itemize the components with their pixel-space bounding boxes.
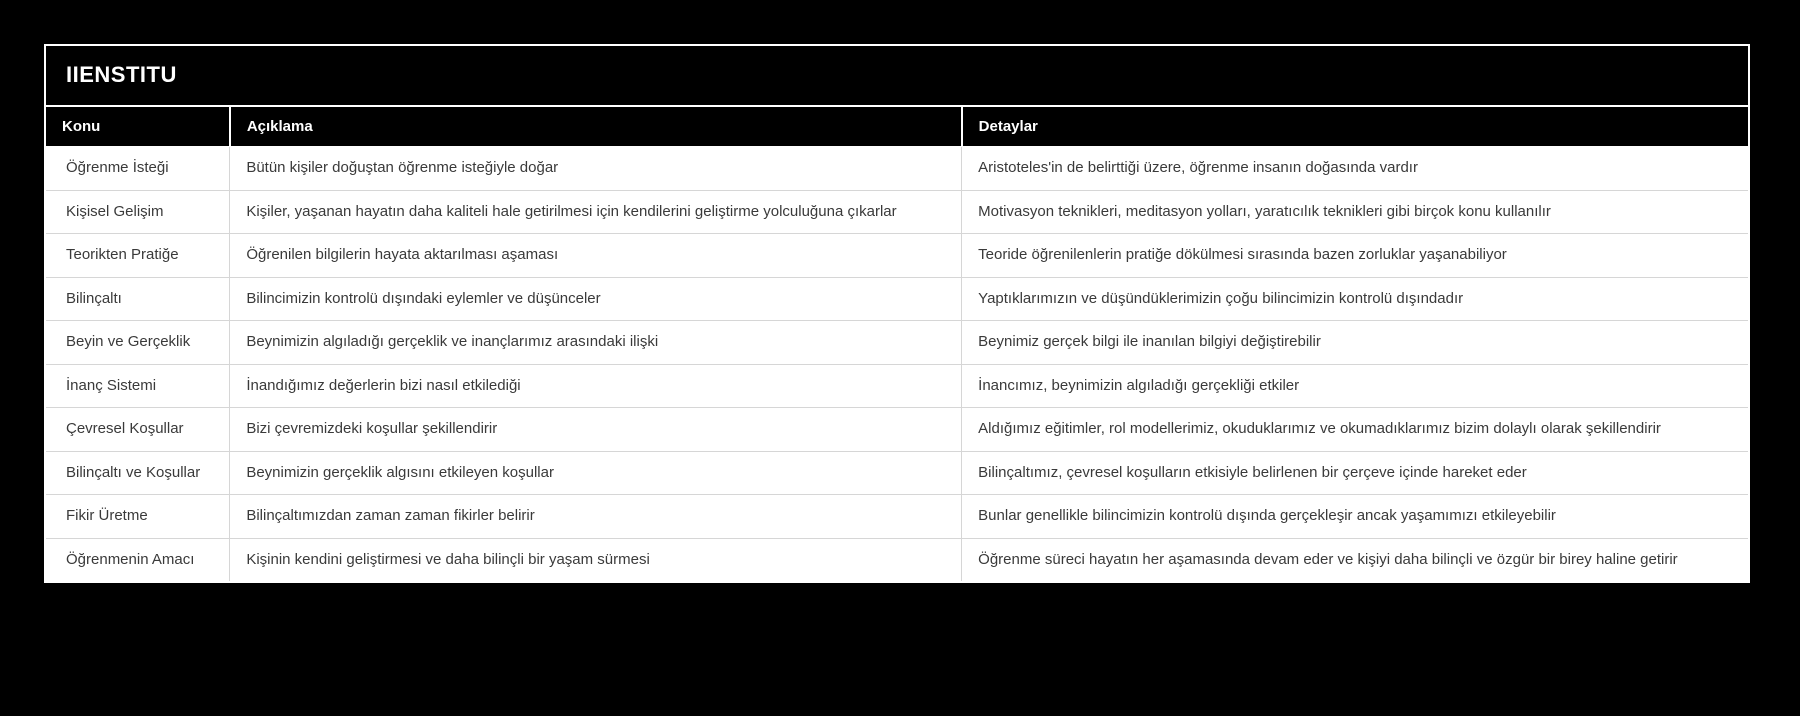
cell-aciklama: Beynimizin gerçeklik algısını etkileyen koşullar (230, 451, 962, 495)
cell-detaylar: Aldığımız eğitimler, rol modellerimiz, okuduklarımız ve okumadıklarımız bizim dolaylı olarak şekillendirir (962, 408, 1748, 452)
cell-detaylar: Motivasyon teknikleri, meditasyon yolları, yaratıcılık teknikleri gibi birçok konu kullanılır (962, 190, 1748, 234)
cell-aciklama: Bütün kişiler doğuştan öğrenme isteğiyle doğar (230, 147, 962, 191)
cell-aciklama: Bilinçaltımızdan zaman zaman fikirler belirir (230, 495, 962, 539)
cell-detaylar: Bunlar genellikle bilincimizin kontrolü dışında gerçekleşir ancak yaşamımızı etkileyebilir (962, 495, 1748, 539)
table-body (46, 147, 1748, 582)
table-row (46, 321, 1748, 365)
cell-aciklama: Beynimizin algıladığı gerçeklik ve inançlarımız arasındaki ilişki (230, 321, 962, 365)
page-title: IIENSTITU (46, 46, 1748, 107)
table-row (46, 408, 1748, 452)
table-row (46, 190, 1748, 234)
cell-konu: Fikir Üretme (46, 495, 230, 539)
cell-konu: Bilinçaltı (46, 277, 230, 321)
column-header-detaylar: Detaylar (962, 107, 1748, 147)
column-header-konu: Konu (46, 107, 230, 147)
cell-aciklama: Bilincimizin kontrolü dışındaki eylemler ve düşünceler (230, 277, 962, 321)
table-row (46, 451, 1748, 495)
topics-table (46, 107, 1748, 581)
cell-aciklama: Bizi çevremizdeki koşullar şekillendirir (230, 408, 962, 452)
cell-detaylar: Teoride öğrenilenlerin pratiğe dökülmesi sırasında bazen zorluklar yaşanabiliyor (962, 234, 1748, 278)
cell-aciklama: Öğrenilen bilgilerin hayata aktarılması aşaması (230, 234, 962, 278)
cell-konu: Öğrenmenin Amacı (46, 538, 230, 581)
cell-detaylar: Yaptıklarımızın ve düşündüklerimizin çoğu bilincimizin kontrolü dışındadır (962, 277, 1748, 321)
table-row (46, 364, 1748, 408)
cell-detaylar: Öğrenme süreci hayatın her aşamasında devam eder ve kişiyi daha bilinçli ve özgür bir birey haline getirir (962, 538, 1748, 581)
cell-konu: Öğrenme İsteği (46, 147, 230, 191)
cell-konu: İnanç Sistemi (46, 364, 230, 408)
table-row (46, 277, 1748, 321)
table-header (46, 107, 1748, 147)
table-row (46, 538, 1748, 581)
content-frame (44, 44, 1750, 583)
cell-detaylar: Bilinçaltımız, çevresel koşulların etkisiyle belirlenen bir çerçeve içinde hareket eder (962, 451, 1748, 495)
cell-konu: Beyin ve Gerçeklik (46, 321, 230, 365)
cell-aciklama: Kişiler, yaşanan hayatın daha kaliteli hale getirilmesi için kendilerini geliştirme yolculuğuna çıkarlar (230, 190, 962, 234)
cell-konu: Çevresel Koşullar (46, 408, 230, 452)
cell-aciklama: Kişinin kendini geliştirmesi ve daha bilinçli bir yaşam sürmesi (230, 538, 962, 581)
cell-detaylar: İnancımız, beynimizin algıladığı gerçekliği etkiler (962, 364, 1748, 408)
cell-detaylar: Beynimiz gerçek bilgi ile inanılan bilgiyi değiştirebilir (962, 321, 1748, 365)
column-header-aciklama: Açıklama (230, 107, 962, 147)
table-row (46, 234, 1748, 278)
cell-konu: Kişisel Gelişim (46, 190, 230, 234)
cell-konu: Teorikten Pratiğe (46, 234, 230, 278)
table-row (46, 495, 1748, 539)
cell-detaylar: Aristoteles'in de belirttiği üzere, öğrenme insanın doğasında vardır (962, 147, 1748, 191)
cell-konu: Bilinçaltı ve Koşullar (46, 451, 230, 495)
table-row (46, 147, 1748, 191)
cell-aciklama: İnandığımız değerlerin bizi nasıl etkilediği (230, 364, 962, 408)
